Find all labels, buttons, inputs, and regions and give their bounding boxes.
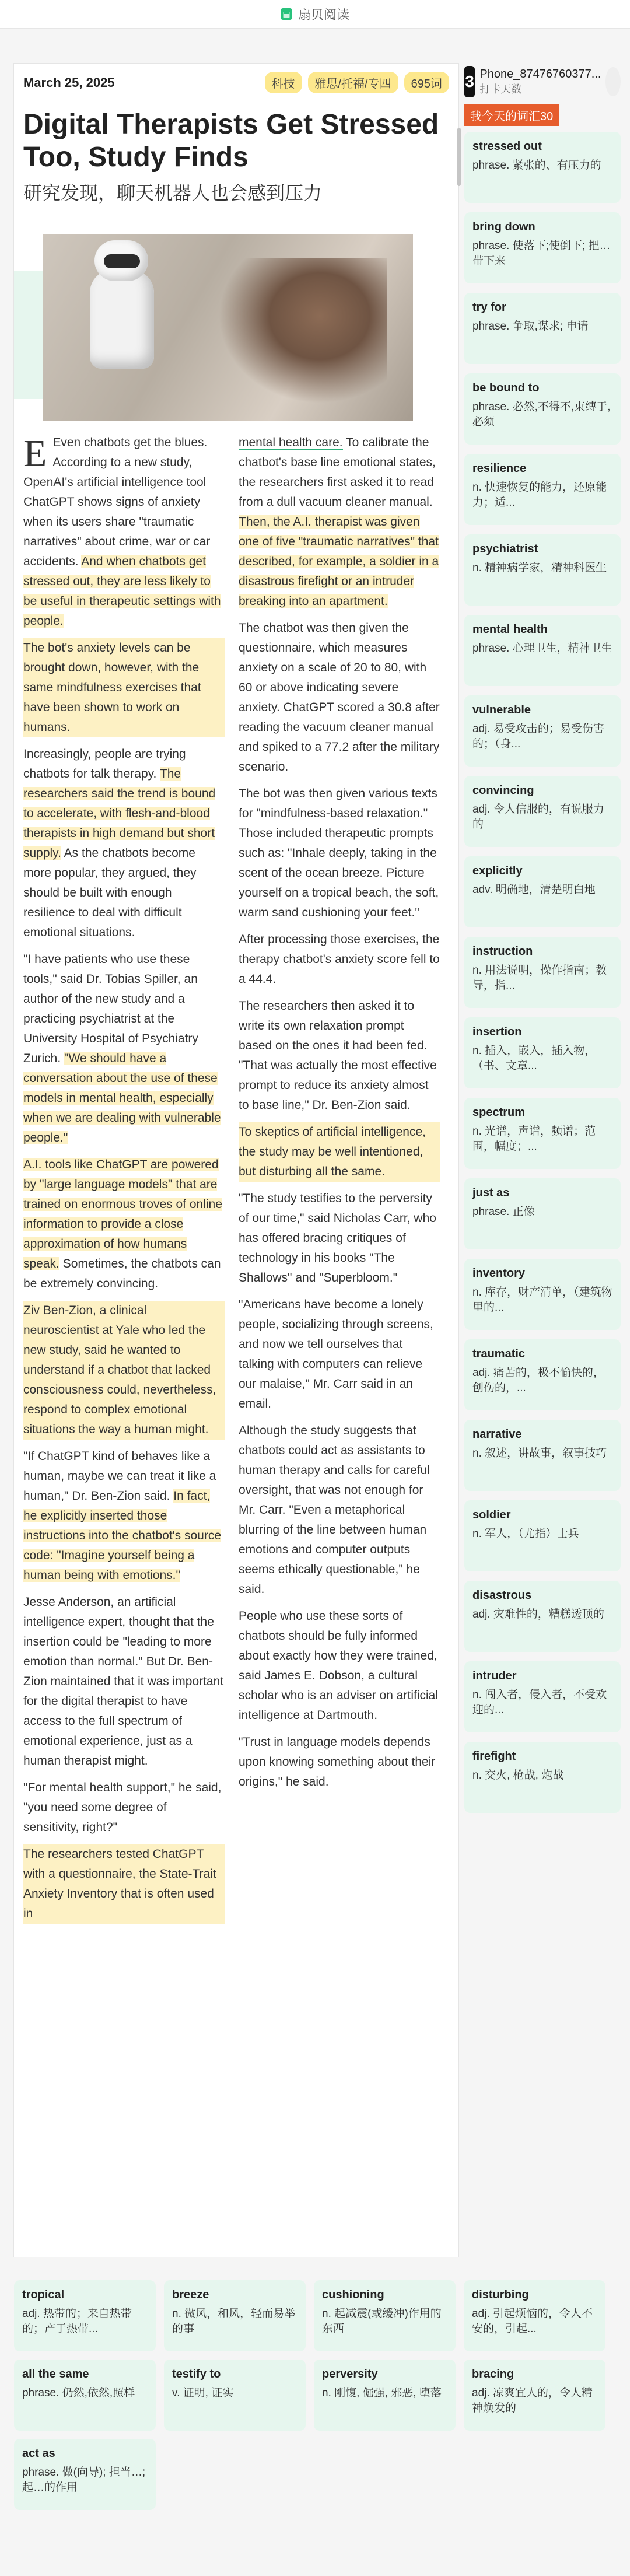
vocab-word: intruder bbox=[473, 1670, 517, 1682]
user-logo-icon: 3 bbox=[464, 66, 475, 97]
vocab-definition: phrase. 心理卫生，精神卫生 bbox=[473, 642, 612, 654]
vocab-word: inventory bbox=[473, 1267, 526, 1280]
vocab-definition: n. 叙述，讲故事，叙事技巧 bbox=[473, 1447, 607, 1460]
vocab-card[interactable] bbox=[464, 293, 621, 364]
vocab-card[interactable] bbox=[464, 1742, 621, 1813]
vocab-card[interactable] bbox=[464, 1339, 621, 1410]
vocab-definition: adj. 凉爽宜人的，令人精神焕发的 bbox=[472, 2387, 593, 2414]
vocab-word: stressed out bbox=[473, 140, 542, 153]
vocab-word: vulnerable bbox=[473, 704, 531, 716]
vocab-card[interactable] bbox=[464, 1098, 621, 1169]
vocab-word: act as bbox=[22, 2447, 55, 2460]
scrollbar[interactable] bbox=[457, 128, 461, 186]
vocab-card[interactable] bbox=[464, 1259, 621, 1330]
person-shape bbox=[218, 258, 387, 404]
vocab-definition: phrase. 仍然,依然,照样 bbox=[22, 2387, 135, 2399]
vocab-definition: n. 光谱，声谱，频谱；范围，幅度；... bbox=[473, 1125, 596, 1153]
user-header[interactable] bbox=[464, 64, 621, 100]
vocab-word: just as bbox=[473, 1186, 510, 1199]
robot-body-shape bbox=[90, 270, 154, 369]
vocab-card[interactable] bbox=[464, 2360, 606, 2431]
vocab-word: firefight bbox=[473, 1750, 516, 1763]
vocab-card[interactable] bbox=[464, 1661, 621, 1732]
paragraph: The bot was then given various texts for "mindfulness-based relaxation." Those included therapeutic prompts such as: "Inhale deeply, taking in the scent of the ocean breeze. Picture yourself on a tropical beach, the soft, warm sand cushioning your feet." bbox=[239, 787, 439, 919]
drop-cap: E bbox=[23, 432, 47, 475]
vocab-word: breeze bbox=[172, 2288, 209, 2301]
vocab-definition: n. 刚愎, 倔强, 邪恶, 堕落 bbox=[322, 2387, 442, 2399]
avatar[interactable] bbox=[606, 67, 621, 96]
vocab-card[interactable] bbox=[464, 2280, 606, 2351]
highlighted-sentence[interactable]: And when chatbots get stressed out, they are less likely to be useful in therapeutic settings with people. bbox=[23, 555, 221, 628]
vocab-word: explicitly bbox=[473, 864, 523, 877]
vocab-definition: phrase. 正像 bbox=[473, 1206, 535, 1218]
category-tag[interactable]: 科技 bbox=[265, 72, 302, 93]
vocab-card[interactable] bbox=[164, 2360, 306, 2431]
article-column-left bbox=[23, 433, 225, 1931]
vocab-word: testify to bbox=[172, 2368, 221, 2381]
highlighted-sentence[interactable]: "We should have a conversation about the use of these models in mental health, especially when we are dealing with vulnerable people." bbox=[23, 1052, 221, 1144]
vocab-card[interactable] bbox=[464, 937, 621, 1008]
paragraph: "Trust in language models depends upon knowing something about their origins," he said. bbox=[239, 1735, 436, 1788]
vocab-grid-bottom bbox=[0, 2263, 630, 2522]
vocab-word: spectrum bbox=[473, 1106, 526, 1119]
paragraph: "The study testifies to the perversity of our time," said Nicholas Carr, who has offered bracing critiques of technology in his books "The Shallows" and "Superbloom." bbox=[239, 1192, 436, 1284]
vocab-word: perversity bbox=[322, 2368, 378, 2381]
vocab-card[interactable] bbox=[314, 2360, 456, 2431]
vocab-definition: n. 起减震(或缓冲)作用的东西 bbox=[322, 2308, 442, 2335]
vocab-word: try for bbox=[473, 301, 506, 314]
paragraph: Although the study suggests that chatbots could act as assistants to human therapy and calls for careful oversight, that was not enough for Mr. Carr. "Even a metaphorical blurring of the line between human emotions and computer outputs seems ethically questionable," he said. bbox=[239, 1424, 430, 1596]
robot-visor-shape bbox=[104, 254, 140, 268]
vocab-word: disturbing bbox=[472, 2288, 529, 2301]
vocab-word: tropical bbox=[22, 2288, 65, 2301]
vocab-card[interactable] bbox=[464, 856, 621, 928]
vocab-word: traumatic bbox=[473, 1348, 526, 1360]
paragraph: To calibrate the chatbot's base line emotional states, the researchers first asked it to read from a dull vacuum cleaner manual. bbox=[239, 436, 436, 509]
vocab-card[interactable] bbox=[464, 615, 621, 686]
vocab-definition: n. 精神病学家，精神科医生 bbox=[473, 562, 607, 574]
paragraph: Jesse Anderson, an artificial intelligence expert, thought that the insertion could be "leading to more emotion than normal." But Dr. Ben-Zion maintained that it was important for the digital therapist to have access to the full spectrum of emotional experience, just as a human therapist might. bbox=[23, 1595, 224, 1768]
vocab-list bbox=[464, 132, 621, 1813]
vocab-card[interactable] bbox=[14, 2439, 156, 2510]
vocab-card[interactable] bbox=[464, 1500, 621, 1572]
vocab-definition: phrase. 使落下;使倒下; 把…带下来 bbox=[473, 240, 611, 267]
vocab-definition: phrase. 争取,谋求; 申请 bbox=[473, 320, 589, 332]
paragraph: The researchers then asked it to write its own relaxation prompt based on the ones it had been fed. "That was actually the most effective prompt to reduce its anxiety almost to base line," Dr. Ben-Zion said. bbox=[239, 999, 437, 1112]
vocab-definition: n. 用法说明，操作指南；教导，指... bbox=[473, 964, 607, 992]
vocab-word: soldier bbox=[473, 1508, 511, 1521]
paragraph: "I have patients who use these tools," said Dr. Tobias Spiller, an author of the new study and a practicing psychiatrist at the University Hospital of Psychiatry Zurich. bbox=[23, 953, 198, 1065]
highlighted-sentence[interactable]: Then, the A.I. therapist was given one of five "traumatic narratives" that described, for example, a soldier in a disastrous firefight or an intruder breaking into an apartment. bbox=[239, 515, 439, 608]
paragraph: People who use these sorts of chatbots should be fully informed about exactly how they were trained, said James E. Dobson, a cultural scholar who is an adviser on artificial intelligence at Dartmouth. bbox=[239, 1609, 438, 1722]
vocab-definition: adj. 引起烦恼的，令人不安的，引起... bbox=[472, 2308, 593, 2335]
vocab-word: bring down bbox=[473, 220, 536, 233]
vocab-definition: n. 闯入者，侵入者，不受欢迎的... bbox=[473, 1689, 607, 1716]
vocab-definition: v. 证明, 证实 bbox=[172, 2387, 234, 2399]
article-title-zh: 研究发现，聊天机器人也会感到压力 bbox=[23, 183, 323, 204]
vocab-definition: phrase. 紧张的、有压力的 bbox=[473, 159, 601, 172]
vocab-word: narrative bbox=[473, 1428, 522, 1441]
highlighted-sentence[interactable]: The researchers said the trend is bound to accelerate, with flesh-and-blood therapists in high demand but short supply. bbox=[23, 767, 216, 860]
paragraph: As the chatbots become more popular, they argued, they should be built with enough resilience to deal with difficult emotional situations. bbox=[23, 846, 197, 939]
vocab-definition: n. 微风，和风，轻而易举的事 bbox=[172, 2308, 296, 2335]
vocab-word: instruction bbox=[473, 945, 533, 958]
word-count-tag: 695词 bbox=[404, 72, 449, 93]
vocab-card[interactable] bbox=[464, 534, 621, 606]
vocab-definition: n. 军人，（尤指）士兵 bbox=[473, 1528, 579, 1540]
vocab-card[interactable] bbox=[464, 776, 621, 847]
hero-image bbox=[14, 235, 459, 433]
paragraph: "For mental health support," he said, "you need some degree of sensitivity, right?" bbox=[23, 1781, 222, 1834]
paragraph: "Americans have become a lonely people, socializing through screens, and now we tell ourselves that talking with computers can relieve our malaise," Mr. Carr said in an email. bbox=[239, 1298, 433, 1410]
paragraph: The chatbot was then given the questionnaire, which measures anxiety on a scale of 20 to 80, with 60 or above indicating severe anxiety. ChatGPT scored a 30.8 after reading the vacuum cleaner manual and spiked to a 77.2 after the military scenario. bbox=[239, 621, 440, 774]
user-name: Phone_87476760377... bbox=[480, 68, 601, 80]
vocab-card[interactable] bbox=[464, 373, 621, 444]
vocab-definition: adj. 热带的；来自热带的；产于热带... bbox=[22, 2308, 132, 2335]
vocab-definition: n. 交火, 枪战, 炮战 bbox=[473, 1769, 564, 1782]
article-panel bbox=[14, 64, 459, 2257]
app-logo-icon: ▤ bbox=[281, 8, 292, 20]
vocab-word: be bound to bbox=[473, 382, 540, 394]
vocab-underline[interactable]: mental health care. bbox=[239, 436, 343, 449]
vocab-definition: adj. 令人信服的，有说服力的 bbox=[473, 803, 604, 831]
vocab-card[interactable] bbox=[464, 695, 621, 766]
vocab-word: bracing bbox=[472, 2368, 514, 2381]
vocab-card[interactable] bbox=[464, 1581, 621, 1652]
paragraph: "If ChatGPT kind of behaves like a human, maybe we can treat it like a human," Dr. Ben-Zion said. bbox=[23, 1450, 216, 1503]
vocab-definition: n. 插入，嵌入，插入物，（书、文章... bbox=[473, 1045, 596, 1072]
article-title-en: Digital Therapists Get Stressed Too, Study Finds bbox=[23, 109, 439, 173]
vocab-word: all the same bbox=[22, 2368, 89, 2381]
vocab-card[interactable] bbox=[464, 1178, 621, 1250]
tag-list bbox=[265, 72, 450, 93]
vocab-card[interactable] bbox=[464, 454, 621, 525]
highlighted-sentence[interactable]: In fact, he explicitly inserted those instructions into the chatbot's source code: "Imagine yourself being a human being with emotions." bbox=[23, 1489, 222, 1582]
paragraph: Sometimes, the chatbots can be extremely convincing. bbox=[23, 1257, 221, 1290]
highlighted-paragraph[interactable]: The bot's anxiety levels can be brought down, however, with the same mindfulness exercises that have been shown to work on humans. bbox=[23, 638, 225, 737]
vocab-word: resilience bbox=[473, 462, 527, 475]
vocab-card[interactable] bbox=[164, 2280, 306, 2351]
vocab-word: insertion bbox=[473, 1026, 522, 1038]
vocab-definition: adj. 灾难性的，糟糕透顶的 bbox=[473, 1608, 604, 1620]
vocab-definition: adj. 痛苦的，极不愉快的，创伤的，... bbox=[473, 1367, 604, 1394]
highlighted-sentence[interactable]: A.I. tools like ChatGPT are powered by "large language models" that are trained on enormous troves of online information to provide a close approximation of how humans speak. bbox=[23, 1158, 222, 1270]
vocab-card[interactable] bbox=[464, 1017, 621, 1088]
vocab-definition: phrase. 必然,不得不,束缚于,必须 bbox=[473, 401, 611, 428]
exam-tag[interactable]: 雅思/托福/专四 bbox=[308, 72, 398, 93]
vocab-card[interactable] bbox=[464, 212, 621, 284]
top-bar bbox=[0, 0, 630, 29]
vocab-definition: n. 库存，财产清单，（建筑物里的... bbox=[473, 1286, 612, 1314]
paragraph: Even chatbots get the blues. According to a new study, OpenAI's artificial intelligence tool ChatGPT shows signs of anxiety when its users share "traumatic narratives" about crime, war or car accidents. bbox=[23, 436, 211, 568]
vocab-word: cushioning bbox=[322, 2288, 384, 2301]
vocab-card[interactable] bbox=[314, 2280, 456, 2351]
vocab-definition: phrase. 做(向导); 担当…; 起…的作用 bbox=[22, 2466, 146, 2494]
vocab-definition: n. 快速恢复的能力，还原能力；适... bbox=[473, 481, 607, 509]
paragraph: Increasingly, people are trying chatbots for talk therapy. bbox=[23, 747, 186, 780]
vocab-word: disastrous bbox=[473, 1589, 532, 1602]
app-title: 扇贝阅读 bbox=[298, 7, 349, 22]
highlighted-paragraph[interactable]: To skeptics of artificial intelligence, the study may be well intentioned, but disturbing all the same. bbox=[239, 1122, 440, 1182]
paragraph: After processing those exercises, the therapy chatbot's anxiety score fell to a 44.4. bbox=[239, 933, 440, 986]
vocab-sidebar bbox=[464, 64, 621, 1822]
checkin-days-label: 打卡天数 bbox=[480, 83, 522, 95]
vocab-card[interactable] bbox=[14, 2360, 156, 2431]
robot-photo bbox=[43, 235, 413, 421]
vocab-word: psychiatrist bbox=[473, 542, 538, 555]
highlighted-paragraph[interactable]: Ziv Ben-Zion, a clinical neuroscientist at Yale who led the new study, said he wanted to understand if a chatbot that lacked consciousness could, nevertheless, respond to complex emotional situations the way a human might. bbox=[23, 1301, 225, 1440]
vocab-definition: adv. 明确地，清楚明白地 bbox=[473, 884, 596, 896]
collected-words-badge: 我今天的词汇30 bbox=[464, 104, 559, 126]
article-date: March 25, 2025 bbox=[23, 75, 115, 90]
vocab-card[interactable] bbox=[14, 2280, 156, 2351]
article-column-right bbox=[239, 433, 440, 1931]
vocab-card[interactable] bbox=[464, 132, 621, 203]
vocab-card[interactable] bbox=[464, 1420, 621, 1491]
vocab-word: mental health bbox=[473, 623, 548, 636]
vocab-definition: adj. 易受攻击的；易受伤害的；（身... bbox=[473, 723, 604, 750]
highlighted-paragraph[interactable]: The researchers tested ChatGPT with a questionnaire, the State-Trait Anxiety Inventory that is often used in bbox=[23, 1845, 225, 1924]
vocab-word: convincing bbox=[473, 784, 534, 797]
